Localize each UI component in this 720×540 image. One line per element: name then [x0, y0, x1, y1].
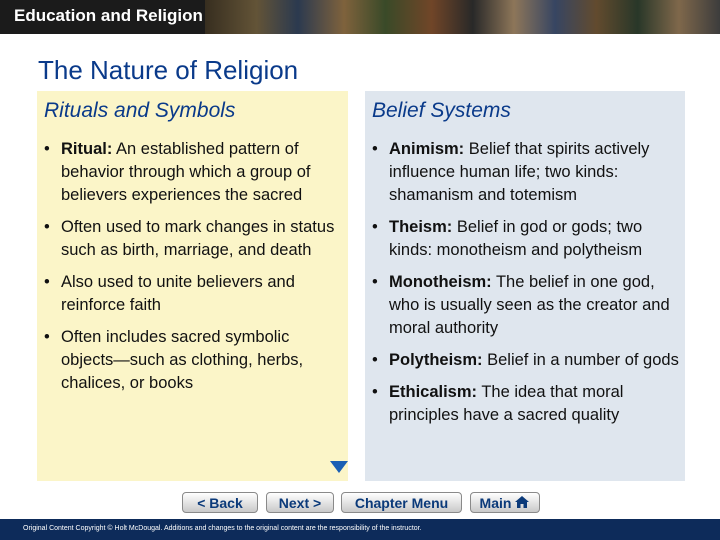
list-item-text: Belief in god or gods; two kinds: monotheism and polytheism — [389, 218, 643, 259]
rituals-panel — [37, 91, 348, 481]
list-item-text: The idea that moral principles have a sacred quality — [389, 383, 624, 424]
list-item — [372, 271, 679, 340]
main-button[interactable] — [470, 492, 540, 513]
copyright-text: Original Content Copyright © Holt McDougal. Additions and changes to the original content are the responsibility of the instructor. — [23, 525, 422, 532]
list-item — [372, 216, 679, 262]
list-item-term: Animism: — [389, 140, 465, 158]
list-item-term: Monotheism: — [389, 273, 492, 291]
list-item-text: Belief that spirits actively influence human life; two kinds: shamanism and totemism — [389, 140, 650, 204]
list-item — [44, 138, 342, 207]
list-item-text: Belief in a number of gods — [482, 351, 679, 369]
next-button[interactable]: Next > — [266, 492, 334, 513]
back-button[interactable]: < Back — [182, 492, 258, 513]
rituals-heading: Rituals and Symbols — [44, 99, 236, 122]
chapter-menu-button[interactable]: Chapter Menu — [341, 492, 462, 513]
list-item-term: Ethicalism: — [389, 383, 478, 401]
list-item — [372, 138, 679, 207]
list-item — [44, 326, 342, 395]
list-item — [44, 216, 342, 262]
rituals-list — [44, 138, 342, 404]
list-item — [44, 271, 342, 317]
main-button-label: Main — [479, 495, 512, 511]
belief-systems-panel — [365, 91, 685, 481]
slide-title: The Nature of Religion — [38, 55, 299, 85]
list-item-text: Often used to mark changes in status such as birth, marriage, and death — [61, 218, 335, 259]
down-arrow-icon[interactable] — [330, 461, 348, 473]
list-item-text: Often includes sacred symbolic objects—such as clothing, herbs, chalices, or books — [61, 328, 304, 392]
header-title: Education and Religion — [14, 6, 203, 25]
list-item — [372, 381, 679, 427]
home-icon — [514, 494, 530, 515]
list-item-term: Ritual: — [61, 140, 113, 158]
list-item-text: The belief in one god, who is usually seen as the creator and moral authority — [389, 273, 670, 337]
belief-systems-list — [372, 138, 679, 436]
list-item-text: Also used to unite believers and reinforce faith — [61, 273, 295, 314]
list-item-term: Theism: — [389, 218, 453, 236]
header-bar — [0, 0, 720, 34]
footer-bar — [0, 519, 720, 540]
belief-systems-heading: Belief Systems — [372, 99, 511, 122]
list-item-text: An established pattern of behavior through which a group of believers experiences the sacred — [61, 140, 311, 204]
list-item — [372, 349, 679, 372]
header-image-strip — [205, 0, 720, 34]
list-item-term: Polytheism: — [389, 351, 483, 369]
